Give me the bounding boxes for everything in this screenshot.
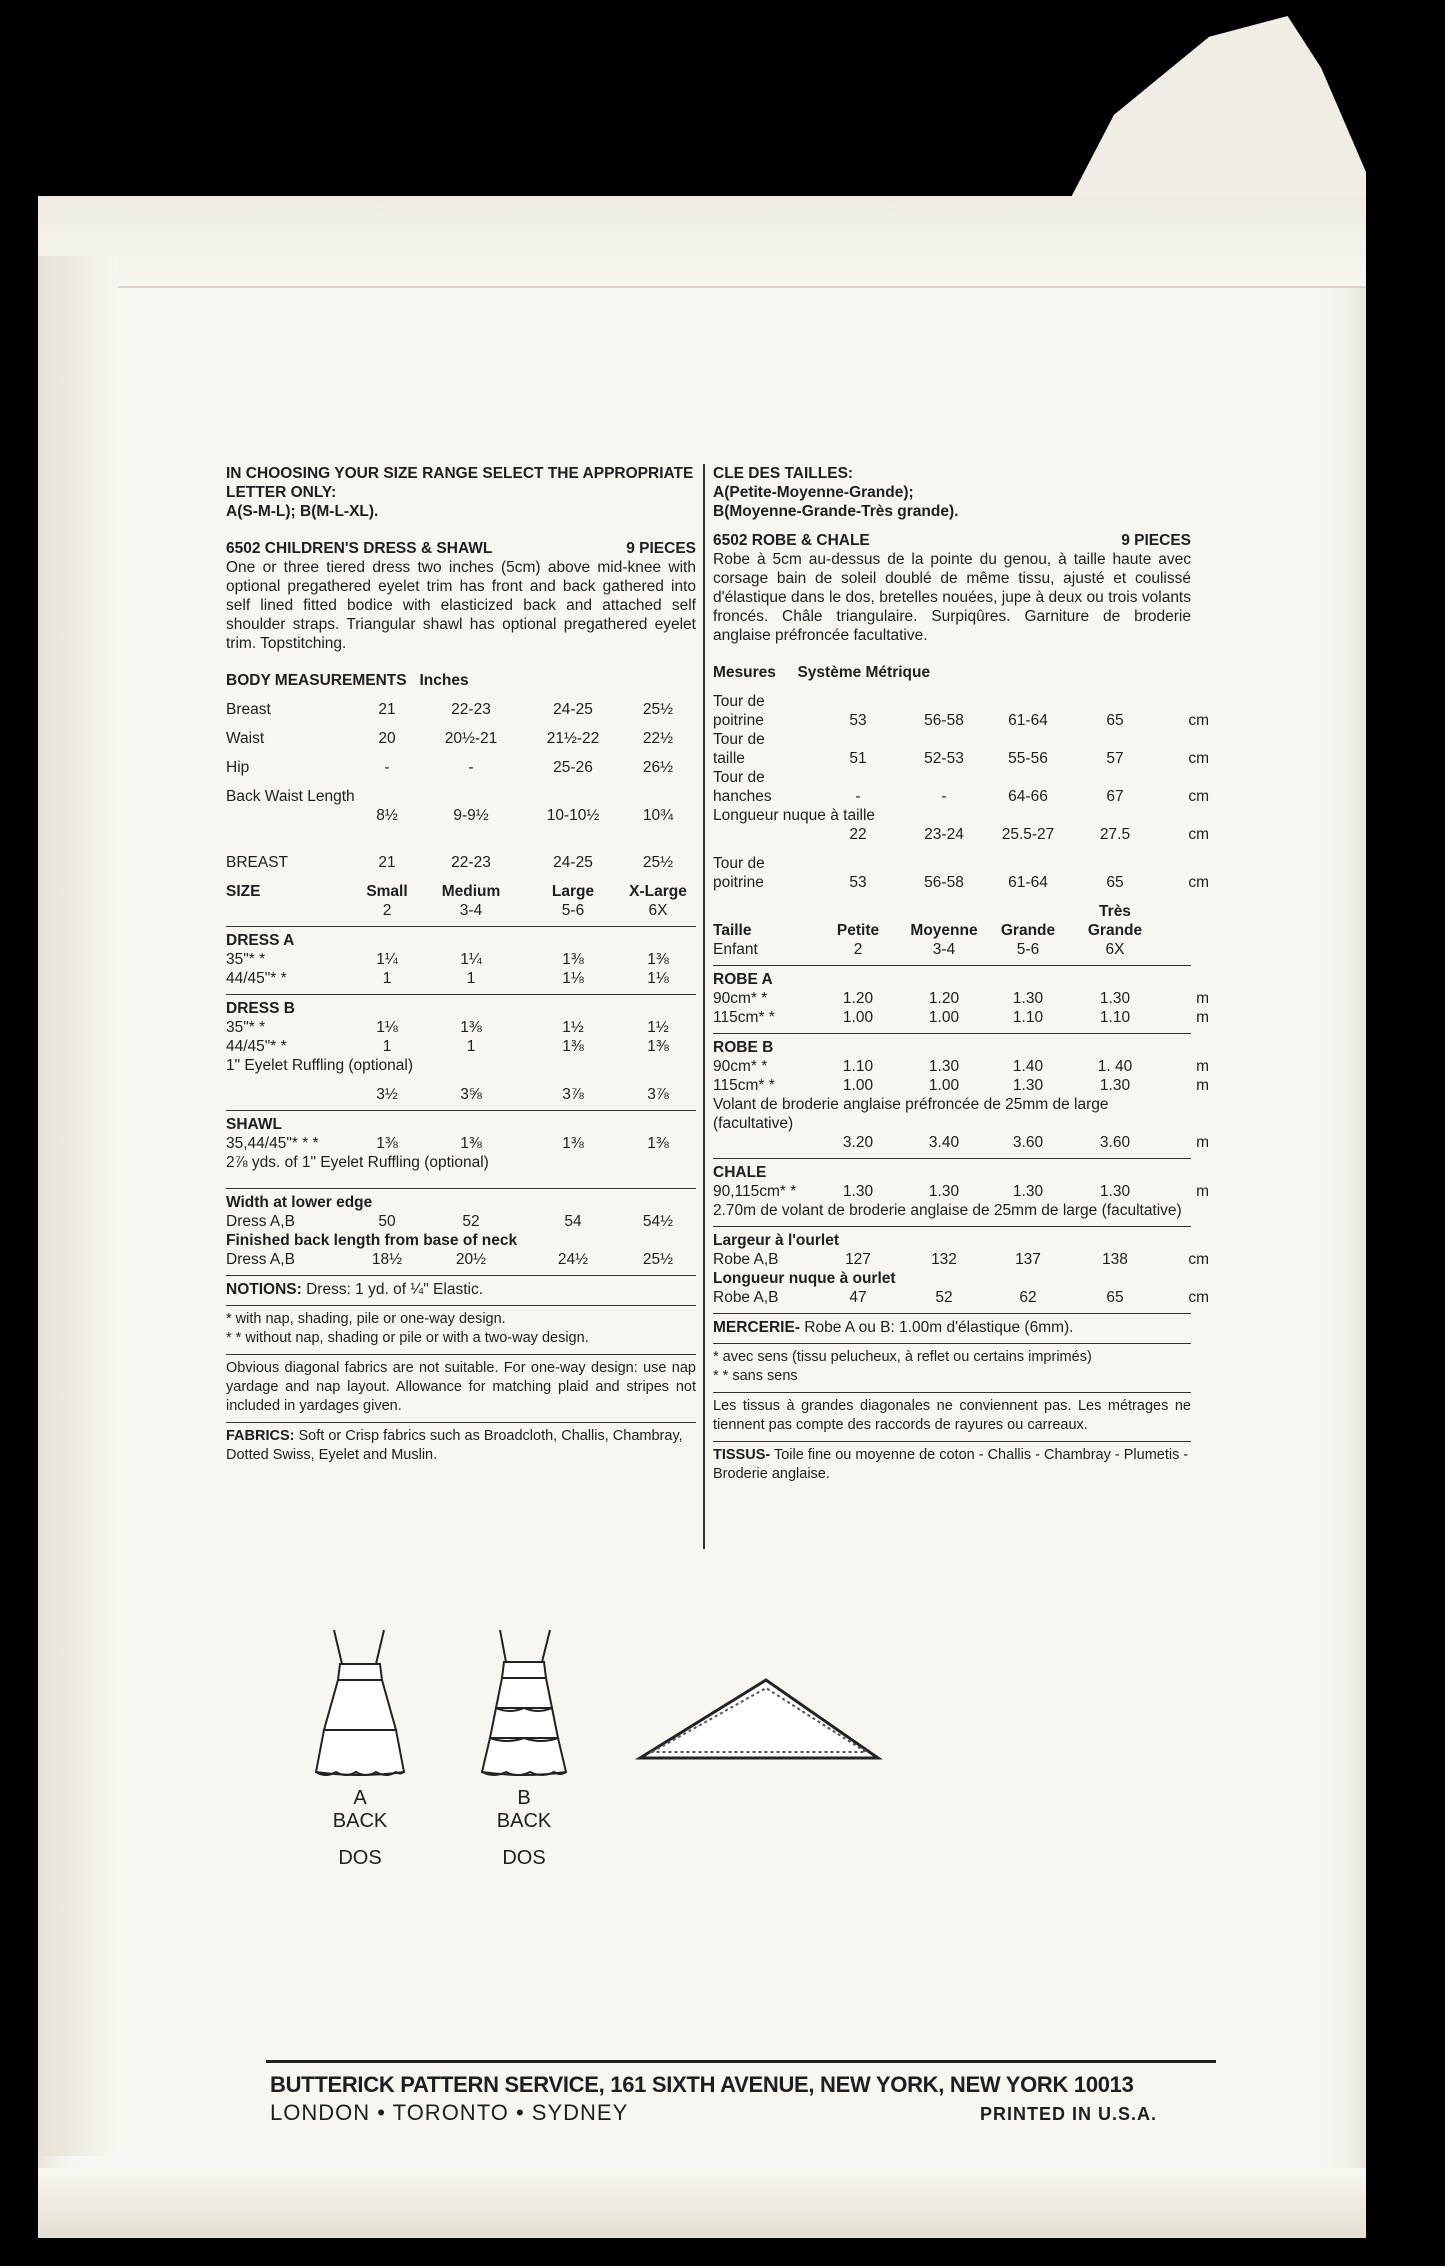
size-cell: 21 <box>378 854 396 871</box>
footer-rule <box>266 2060 1216 2063</box>
size-cell: cm <box>1188 712 1209 729</box>
size-name: Petite <box>836 922 880 939</box>
size-cell: cm <box>1188 1289 1209 1306</box>
size-cell: 26½ <box>642 759 674 776</box>
size-cell: cm <box>1188 788 1209 805</box>
row-label: Robe A,B <box>713 1289 779 1306</box>
size-cell: 1½ <box>562 1019 584 1036</box>
size-cell: 56-58 <box>924 874 964 891</box>
dress-b-back-label: BACK <box>496 1810 552 1832</box>
row-label-line1: Tour de <box>713 855 765 872</box>
measurement-row-fr <box>713 787 1209 806</box>
size-cell: 3.60 <box>1099 1134 1131 1151</box>
dress-a-drawing <box>300 1622 420 1782</box>
size-cell: m <box>1196 1134 1209 1151</box>
spacer <box>226 777 696 787</box>
size-cell: 1.30 <box>842 1183 874 1200</box>
envelope-flap <box>38 196 1366 288</box>
size-cell: 47 <box>849 1289 867 1306</box>
pieces-count-fr: 9 PIECES <box>1121 532 1191 549</box>
size-cell: 8½ <box>376 807 398 824</box>
size-cell: 1⅜ <box>647 951 669 968</box>
size-cell: 1⅜ <box>460 1135 482 1152</box>
size-number: 2 <box>382 902 392 919</box>
envelope-bottom-fold <box>38 2168 1366 2238</box>
row-label: 35"* * <box>226 951 266 968</box>
chale-ruffle: 2.70m de volant de broderie anglaise de 25mm de large (facultative) <box>713 1202 1182 1219</box>
row-label: Hip <box>226 759 250 776</box>
size-cell: 65 <box>1106 874 1124 891</box>
size-number: 3-4 <box>932 941 956 958</box>
size-cell: 24-25 <box>553 701 593 718</box>
pattern-description-fr: Robe à 5cm au-dessus de la pointe du genou, à taille haute avec corsage bain de soleil doublé de même tissu, ajusté et coulissé d'élastique dans le dos, bretelles nouées, jupe à deux ou trois volants froncés. Châle triangulaire. Surpiqûres. Garniture de broderie anglaise préfroncée facultative. <box>713 551 1191 644</box>
row-label: 35"* * <box>226 1019 266 1036</box>
size-number: 5-6 <box>1016 941 1040 958</box>
size-cell: 3.20 <box>842 1134 874 1151</box>
size-numbers-row <box>226 901 696 920</box>
measurement-row-fr <box>713 711 1209 730</box>
size-cell: m <box>1196 990 1209 1007</box>
size-cell: 9-9½ <box>453 807 489 824</box>
row-label: 115cm* * <box>713 1009 775 1026</box>
size-cell: 61-64 <box>1008 874 1048 891</box>
size-cell: 22-23 <box>451 701 491 718</box>
size-cell: 52-53 <box>924 750 964 767</box>
envelope-left-fold <box>38 256 118 2156</box>
size-cell: 1¼ <box>460 951 482 968</box>
size-cell: 10¾ <box>642 807 674 824</box>
yardage-row-fr <box>713 1076 1209 1095</box>
diagonal-note: Obvious diagonal fabrics are not suitable. For one-way design: use nap yardage and nap layout. Allowance for matching plaid and stripes not included in yardages given. <box>226 1360 696 1414</box>
size-cell: 18½ <box>371 1251 403 1268</box>
size-cell: 1⅜ <box>460 1019 482 1036</box>
row-label-line1: Tour de <box>713 769 765 786</box>
size-cell: 24-25 <box>553 854 593 871</box>
size-cell: 25½ <box>642 854 674 871</box>
size-cell: cm <box>1188 874 1209 891</box>
length-header: Finished back length from base of neck <box>226 1232 518 1249</box>
pieces-count: 9 PIECES <box>626 540 696 557</box>
row-label: Dress A,B <box>226 1251 295 1268</box>
printed-in: PRINTED IN U.S.A. <box>980 2104 1158 2124</box>
row-label: 115cm* * <box>713 1077 775 1094</box>
back-waist-label: Back Waist Length <box>226 788 355 805</box>
size-cell: 25.5-27 <box>1001 826 1055 843</box>
size-cell: 1.30 <box>1012 1183 1044 1200</box>
dress-b-ruffle-row <box>226 1085 696 1104</box>
row-label: Dress A,B <box>226 1213 295 1230</box>
size-name: Grande <box>1000 922 1056 939</box>
column-divider <box>703 464 705 1549</box>
cle-des-tailles: CLE DES TAILLES: <box>713 465 854 482</box>
measurement-row-fr <box>713 873 1209 892</box>
dress-b-dos-label: DOS <box>502 1847 546 1869</box>
size-cell: 1. 40 <box>1097 1058 1133 1075</box>
size-number: 6X <box>1105 941 1125 958</box>
size-cell: m <box>1196 1009 1209 1026</box>
nap-note-2: * * without nap, shading or pile or with a two-way design. <box>226 1330 589 1346</box>
dress-b-ruffle-label: 1" Eyelet Ruffling (optional) <box>226 1057 414 1074</box>
row-label: 90cm* * <box>713 1058 768 1075</box>
nuque-label: Longueur nuque à taille <box>713 807 876 824</box>
row-label: hanches <box>713 788 772 805</box>
row-label: Robe A,B <box>713 1251 779 1268</box>
size-cell: 1 <box>466 970 476 987</box>
size-cell: 53 <box>849 874 867 891</box>
cle-b: B(Moyenne-Grande-Très grande). <box>713 503 959 520</box>
size-cell: 1⅜ <box>647 1135 669 1152</box>
publisher-cities: LONDON • TORONTO • SYDNEY <box>270 2100 629 2125</box>
size-cell: 54 <box>564 1213 582 1230</box>
size-cell: 132 <box>931 1251 957 1268</box>
size-cell: 1.00 <box>842 1077 874 1094</box>
dress-a-header: DRESS A <box>226 932 295 949</box>
size-cell: 1.00 <box>842 1009 874 1026</box>
size-number: 2 <box>853 941 863 958</box>
size-cell: 1.30 <box>1099 1183 1131 1200</box>
tissus: TISSUS- Toile fine ou moyenne de coton - Challis - Chambray - Plumetis - Broderie anglaise. <box>713 1447 1189 1482</box>
size-cell: 22 <box>849 826 867 843</box>
size-cell: 1.30 <box>1099 1077 1131 1094</box>
robe-b-header: ROBE B <box>713 1039 774 1056</box>
size-cell: 22-23 <box>451 854 491 871</box>
dress-a-back-illustration <box>300 1622 420 1870</box>
dress-a-letter: A <box>353 1787 367 1809</box>
length-row <box>226 1250 696 1269</box>
size-cell: - <box>384 759 390 776</box>
row-label: SIZE <box>226 883 261 900</box>
size-cell: - <box>941 788 947 805</box>
size-cell: 3½ <box>376 1086 398 1103</box>
row-label: 35,44/45"* * * <box>226 1135 319 1152</box>
dress-b-header: DRESS B <box>226 1000 295 1017</box>
pattern-title-row-fr <box>713 531 1191 550</box>
size-cell: 51 <box>849 750 867 767</box>
size-cell: 1 <box>382 970 392 987</box>
row-label: 44/45"* * <box>226 1038 287 1055</box>
size-cell: - <box>468 759 474 776</box>
pattern-title-row <box>226 539 696 558</box>
yardage-row <box>226 950 696 969</box>
english-column <box>226 464 696 1465</box>
yardage-row <box>226 1037 696 1056</box>
longueur-header: Longueur nuque à ourlet <box>713 1270 896 1287</box>
size-cell: 25½ <box>642 701 674 718</box>
measurement-row <box>226 729 696 748</box>
size-cell: 20 <box>378 730 396 747</box>
longueur-row <box>713 1288 1209 1307</box>
size-cell: 20½-21 <box>444 730 498 747</box>
chale-row <box>713 1182 1209 1201</box>
size-cell: cm <box>1188 1251 1209 1268</box>
size-name: Large <box>551 883 595 900</box>
size-cell: 127 <box>845 1251 871 1268</box>
size-cell: 53 <box>849 712 867 729</box>
size-cell: 1.20 <box>842 990 874 1007</box>
french-column <box>713 464 1209 1484</box>
size-cell: 25-26 <box>553 759 593 776</box>
size-cell: 1⅜ <box>562 951 584 968</box>
size-cell: 22½ <box>642 730 674 747</box>
size-cell: 55-56 <box>1008 750 1048 767</box>
shawl-drawing <box>634 1672 884 1762</box>
measurement-row <box>226 700 696 719</box>
size-cell: 1.00 <box>928 1077 960 1094</box>
size-cell: 54½ <box>642 1213 674 1230</box>
size-cell: 21½-22 <box>546 730 600 747</box>
size-cell: 1.20 <box>928 990 960 1007</box>
taille-row <box>713 902 1191 940</box>
nuque-row <box>713 825 1209 844</box>
nap-note-fr-2: * * sans sens <box>713 1368 798 1384</box>
cle-a: A(Petite-Moyenne-Grande); <box>713 484 914 501</box>
largeur-header: Largeur à l'ourlet <box>713 1232 839 1249</box>
size-range-letters: A(S-M-L); B(M-L-XL). <box>226 503 379 520</box>
size-names-row <box>226 882 696 901</box>
size-cell: 62 <box>1019 1289 1037 1306</box>
size-cell: 1⅜ <box>562 1038 584 1055</box>
size-cell: 1.30 <box>1012 1077 1044 1094</box>
yardage-row-fr <box>713 1057 1209 1076</box>
size-cell: cm <box>1188 750 1209 767</box>
row-label-line1: Tour de <box>713 693 765 710</box>
size-cell: 1.10 <box>1099 1009 1131 1026</box>
size-cell: 1.10 <box>1012 1009 1044 1026</box>
yardage-row-fr <box>713 989 1209 1008</box>
measurement-row-fr <box>713 749 1209 768</box>
robe-a-header: ROBE A <box>713 971 773 988</box>
robe-b-ruffle-row <box>713 1133 1209 1152</box>
size-cell: 1.00 <box>928 1009 960 1026</box>
size-cell: 57 <box>1106 750 1124 767</box>
publisher-address: BUTTERICK PATTERN SERVICE, 161 SIXTH AVENUE, NEW YORK, NEW YORK 10013 <box>270 2072 1134 2097</box>
dress-b-drawing <box>464 1622 584 1782</box>
size-name: Medium <box>441 883 501 900</box>
size-cell: 1½ <box>647 1019 669 1036</box>
nap-note-fr-1: * avec sens (tissu pelucheux, à reflet ou certains imprimés) <box>713 1349 1092 1365</box>
row-label: Taille <box>713 922 752 939</box>
pattern-title: 6502 CHILDREN'S DRESS & SHAWL <box>226 540 493 557</box>
size-cell: m <box>1196 1183 1209 1200</box>
size-cell: 67 <box>1106 788 1124 805</box>
size-cell: 23-24 <box>924 826 964 843</box>
size-cell: cm <box>1188 826 1209 843</box>
size-cell: 3⅞ <box>647 1086 669 1103</box>
dress-a-back-label: BACK <box>332 1810 388 1832</box>
size-name: X-Large <box>629 883 687 900</box>
largeur-row <box>713 1250 1209 1269</box>
dress-b-letter: B <box>517 1787 531 1809</box>
fabrics: FABRICS: Soft or Crisp fabrics such as Broadcloth, Challis, Chambray, Dotted Swiss, Eyelet and Muslin. <box>226 1428 683 1463</box>
body-measurements-header: BODY MEASUREMENTS Inches <box>226 672 469 689</box>
row-label: 90,115cm* * <box>713 1183 797 1200</box>
width-row <box>226 1212 696 1231</box>
shawl-illustration <box>634 1672 884 1767</box>
size-cell: 3⅞ <box>562 1086 584 1103</box>
dress-a-dos-label: DOS <box>338 1847 382 1869</box>
size-cell: 1¼ <box>376 951 398 968</box>
size-cell: 1⅜ <box>562 1135 584 1152</box>
size-cell: 1⅛ <box>562 970 584 987</box>
size-cell: 21 <box>378 701 396 718</box>
diagonal-note-fr: Les tissus à grandes diagonales ne conviennent pas. Les métrages ne tiennent pas compte des raccords de rayures ou carreaux. <box>713 1398 1191 1433</box>
row-label: poitrine <box>713 712 764 729</box>
width-header: Width at lower edge <box>226 1194 373 1211</box>
yardage-row <box>226 969 696 988</box>
back-waist-row <box>226 806 696 825</box>
size-cell: 1⅛ <box>647 970 669 987</box>
size-cell: - <box>855 788 861 805</box>
mercerie: MERCERIE- Robe A ou B: 1.00m d'élastique (6mm). <box>713 1319 1074 1336</box>
row-label: Breast <box>226 701 271 718</box>
size-cell: 65 <box>1106 712 1124 729</box>
size-name: Small <box>366 883 408 900</box>
spacer <box>226 719 696 729</box>
robe-b-ruffle-label: Volant de broderie anglaise préfroncée de 25mm de large (facultative) <box>713 1096 1109 1132</box>
size-name: Moyenne <box>910 922 978 939</box>
size-cell: 1.10 <box>842 1058 874 1075</box>
size-cell: m <box>1196 1058 1209 1075</box>
size-range-intro: IN CHOOSING YOUR SIZE RANGE SELECT THE APPROPRIATE LETTER ONLY: <box>226 465 694 501</box>
size-cell: 1.40 <box>1012 1058 1044 1075</box>
size-cell: 1 <box>382 1038 392 1055</box>
notions: NOTIONS: Dress: 1 yd. of ¼" Elastic. <box>226 1281 484 1298</box>
size-cell: 64-66 <box>1008 788 1048 805</box>
size-number: 5-6 <box>561 902 585 919</box>
size-cell: 138 <box>1102 1251 1128 1268</box>
size-cell: 1.30 <box>928 1058 960 1075</box>
size-cell: 50 <box>378 1213 396 1230</box>
size-cell: m <box>1196 1077 1209 1094</box>
shawl-row <box>226 1134 696 1153</box>
measurement-row <box>226 758 696 777</box>
row-label: 90cm* * <box>713 990 768 1007</box>
size-cell: 1.30 <box>928 1183 960 1200</box>
mesures-header: Mesures Système Métrique <box>713 664 931 681</box>
yardage-row-fr <box>713 1008 1209 1027</box>
row-label: taille <box>713 750 745 767</box>
size-cell: 24½ <box>557 1251 589 1268</box>
size-cell: 3.60 <box>1012 1134 1044 1151</box>
pattern-title-fr: 6502 ROBE & CHALE <box>713 532 870 549</box>
spacer <box>226 748 696 758</box>
row-label: BREAST <box>226 854 289 871</box>
size-cell: 61-64 <box>1008 712 1048 729</box>
nap-note-1: * with nap, shading, pile or one-way design. <box>226 1311 506 1327</box>
row-label-line1: Tour de <box>713 731 765 748</box>
size-name: Très Grande <box>1087 903 1143 939</box>
size-cell: 20½ <box>455 1251 487 1268</box>
size-cell: 56-58 <box>924 712 964 729</box>
row-label: poitrine <box>713 874 764 891</box>
size-cell: 1 <box>466 1038 476 1055</box>
pattern-description: One or three tiered dress two inches (5cm) above mid-knee with optional pregathered eyelet trim has front and back gathered into self lined fitted bodice with elasticized back and attached self shoulder straps. Triangular shawl has optional pregathered eyelet trim. Topstitching. <box>226 559 696 652</box>
chale-header: CHALE <box>713 1164 767 1181</box>
yardage-row <box>226 1018 696 1037</box>
size-cell: 27.5 <box>1099 826 1131 843</box>
size-cell: 3.40 <box>928 1134 960 1151</box>
row-label: Enfant <box>713 941 758 958</box>
row-label: Waist <box>226 730 265 747</box>
dress-b-back-illustration <box>464 1622 584 1870</box>
size-cell: 1⅜ <box>647 1038 669 1055</box>
size-cell: 52 <box>935 1289 953 1306</box>
size-cell: 1.30 <box>1012 990 1044 1007</box>
size-number: 6X <box>648 902 668 919</box>
size-cell: 1⅜ <box>376 1135 398 1152</box>
shawl-header: SHAWL <box>226 1116 282 1133</box>
size-number: 3-4 <box>459 902 483 919</box>
breast-row <box>226 853 696 872</box>
enfant-row <box>713 940 1191 959</box>
size-cell: 137 <box>1015 1251 1041 1268</box>
size-cell: 52 <box>462 1213 480 1230</box>
shawl-ruffle: 2⅞ yds. of 1" Eyelet Ruffling (optional) <box>226 1154 489 1171</box>
size-cell: 65 <box>1106 1289 1124 1306</box>
size-cell: 10-10½ <box>546 807 600 824</box>
size-cell: 1⅛ <box>376 1019 398 1036</box>
size-cell: 25½ <box>642 1251 674 1268</box>
size-cell: 3⅝ <box>460 1086 482 1103</box>
size-cell: 1.30 <box>1099 990 1131 1007</box>
row-label: 44/45"* * <box>226 970 287 987</box>
